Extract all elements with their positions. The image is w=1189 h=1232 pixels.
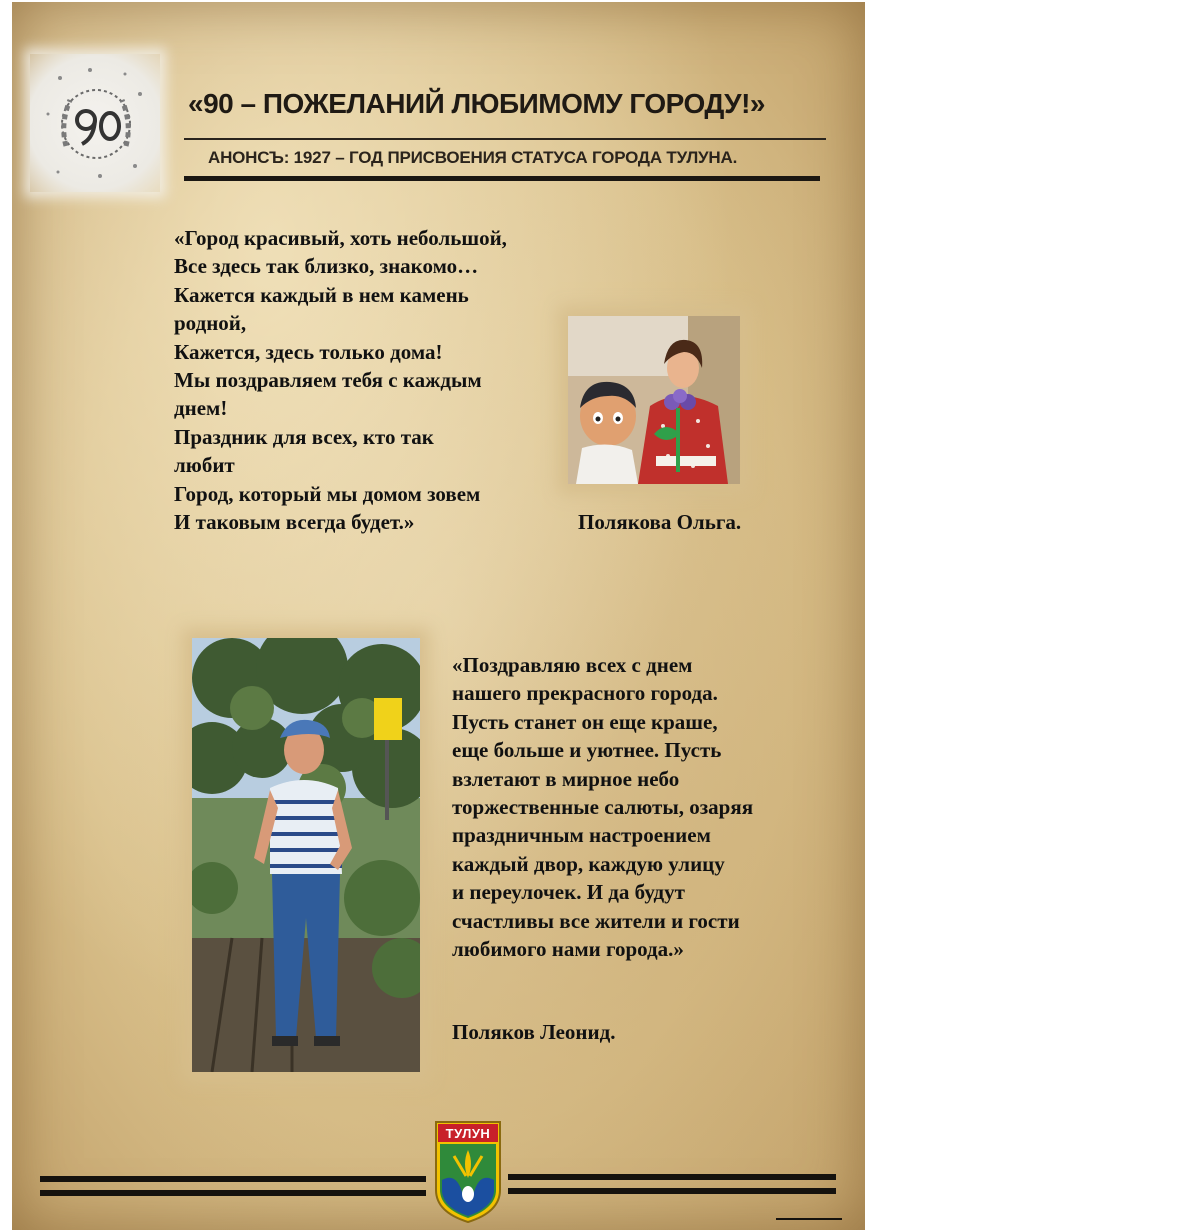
photo-woman-with-balloons bbox=[568, 316, 740, 484]
wish-line: Пусть станет он еще краше, bbox=[452, 709, 718, 734]
tulun-coat-of-arms-icon bbox=[432, 1120, 504, 1224]
poem-line: любит bbox=[174, 453, 235, 478]
poem-line: днем! bbox=[174, 396, 228, 421]
poem-line: Мы поздравляем тебя с каждым bbox=[174, 368, 482, 393]
footer-divider bbox=[40, 1190, 426, 1196]
poem-line: Кажется каждый в нем камень bbox=[174, 282, 469, 307]
photo-man-in-park bbox=[192, 638, 420, 1072]
wish-signature: Поляков Леонид. bbox=[452, 1020, 616, 1044]
header-divider-thin bbox=[184, 138, 826, 140]
footer-divider bbox=[40, 1176, 426, 1182]
wish-line: «Поздравляю всех с днем bbox=[452, 653, 693, 677]
page-subtitle: АНОНСЪ: 1927 – ГОД ПРИСВОЕНИЯ СТАТУСА ГОРОДА ТУЛУНА. bbox=[208, 148, 738, 167]
poem-signature: Полякова Ольга. bbox=[578, 510, 742, 534]
wish-line: счастливы все жители и гости bbox=[452, 908, 740, 933]
poem-line: Кажется, здесь только дома! bbox=[174, 339, 443, 364]
poem-line: Все здесь так близко, знакомо… bbox=[174, 254, 479, 279]
wish-line: нашего прекрасного города. bbox=[452, 681, 718, 706]
poem-line: Город, который мы домом зовем bbox=[174, 481, 481, 506]
header-divider-thick bbox=[184, 176, 820, 181]
poem-line: И таковым всегда будет.» bbox=[174, 510, 415, 535]
wish-line: каждый двор, каждую улицу bbox=[452, 851, 725, 876]
anniversary-90-emblem-icon bbox=[30, 54, 160, 192]
crest-label: ТУЛУН bbox=[445, 1126, 491, 1141]
wish-line: и переулочек. И да будут bbox=[452, 880, 685, 905]
wish-line: любимого нами города.» bbox=[452, 937, 684, 962]
footer-divider bbox=[508, 1188, 836, 1194]
wish-line: праздничным настроением bbox=[452, 823, 711, 848]
poem-line: «Город красивый, хоть небольшой, bbox=[174, 226, 507, 250]
footer-divider-short bbox=[776, 1218, 842, 1220]
wish-line: торжественные салюты, озаряя bbox=[452, 795, 754, 820]
wish-block bbox=[452, 651, 852, 963]
wish-line: еще больше и уютнее. Пусть bbox=[452, 738, 722, 763]
page-title: «90 – ПОЖЕЛАНИЙ ЛЮБИМОМУ ГОРОДУ!» bbox=[188, 88, 765, 119]
poem-line: Праздник для всех, кто так bbox=[174, 424, 434, 449]
wish-line: взлетают в мирное небо bbox=[452, 766, 680, 791]
poem-block bbox=[174, 224, 554, 536]
newsletter-page bbox=[12, 2, 865, 1230]
footer-divider bbox=[508, 1174, 836, 1180]
poem-line: родной, bbox=[174, 311, 247, 336]
